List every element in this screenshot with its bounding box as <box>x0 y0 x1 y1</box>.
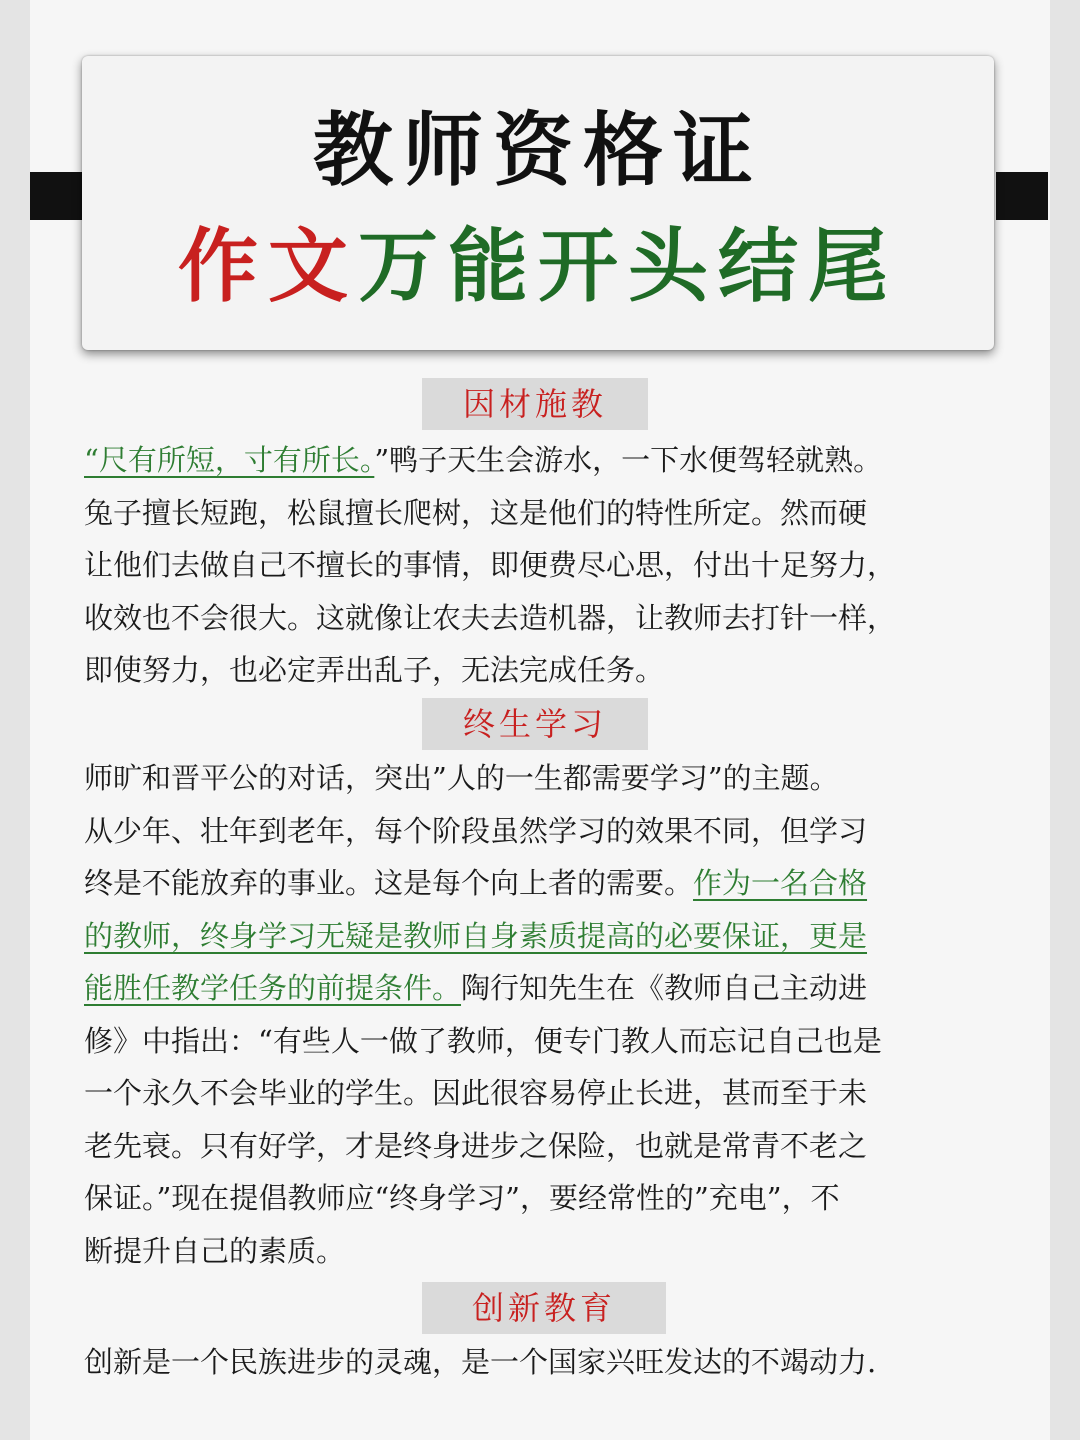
title-green-part: 万能开头结尾 <box>358 219 898 313</box>
title-line-2 <box>82 216 994 316</box>
section-heading: 创新教育 <box>422 1282 666 1334</box>
paragraph-line <box>84 1172 1024 1225</box>
paragraph-line <box>84 962 1024 1015</box>
title-card <box>82 56 994 350</box>
paragraph-line <box>84 1067 1024 1120</box>
line-text: ”鸭子天生会游水，一下水便驾轻就熟。 <box>374 443 883 477</box>
paragraph-line <box>84 1336 1024 1389</box>
highlighted-text: 的教师，终身学习无疑是教师自身素质提高的必要保证，更是 <box>84 918 868 953</box>
paragraph-line <box>84 434 1024 487</box>
line-text: 保证。”现在提倡教师应“终身学习”，要经常性的”充电”，不 <box>84 1181 840 1215</box>
line-text: 断提升自己的素质。 <box>84 1233 346 1268</box>
right-decor-bar <box>996 172 1048 220</box>
line-text: 创新是一个民族进步的灵魂，是一个国家兴旺发达的不竭动力. <box>84 1345 877 1379</box>
highlighted-text: “尺有所短，寸有所长。 <box>84 443 375 477</box>
line-text: 收效也不会很大。这就像让农夫去造机器，让教师去打针一样， <box>84 600 897 635</box>
section-heading: 因材施教 <box>422 378 648 430</box>
line-text: 兔子擅长短跑，松鼠擅长爬树，这是他们的特性所定。然而硬 <box>84 495 868 530</box>
highlighted-text: 作为一名合格 <box>693 866 868 900</box>
line-text: 即使努力，也必定弄出乱子，无法完成任务。 <box>84 653 665 687</box>
paragraph-line <box>84 644 1024 697</box>
paragraph-line <box>84 857 1024 910</box>
paragraph-line <box>84 805 1024 858</box>
highlighted-text: 能胜任教学任务的前提条件。 <box>84 971 462 1005</box>
paragraph-line <box>84 752 1024 805</box>
line-text: 一个永久不会毕业的学生。因此很容易停止长进，甚而至于未 <box>84 1076 868 1110</box>
line-text: 陶行知先生在《教师自己主动进 <box>461 971 868 1005</box>
section-paragraph <box>84 1336 1024 1389</box>
left-decor-bar <box>30 172 82 220</box>
line-text: 师旷和晋平公的对话，突出”人的一生都需要学习”的主题。 <box>84 761 839 795</box>
paragraph-line <box>84 1015 1024 1068</box>
paragraph-line <box>84 1120 1024 1173</box>
line-text: 修》中指出：“有些人一做了教师，便专门教人而忘记自己也是 <box>84 1023 882 1058</box>
line-text: 终是不能放弃的事业。这是每个向上者的需要。 <box>84 866 694 900</box>
paragraph-line <box>84 592 1024 645</box>
line-text: 让他们去做自己不擅长的事情，即便费尽心思，付出十足努力， <box>84 548 897 582</box>
section-paragraph <box>84 434 1024 697</box>
paragraph-line <box>84 539 1024 592</box>
paragraph-line <box>84 910 1024 963</box>
paragraph-line <box>84 487 1024 540</box>
line-text: 从少年、壮年到老年，每个阶段虽然学习的效果不同，但学习 <box>84 813 868 848</box>
line-text: 老先衰。只有好学，才是终身进步之保险，也就是常青不老之 <box>84 1128 868 1163</box>
section-paragraph <box>84 752 1024 1277</box>
paragraph-line <box>84 1225 1024 1278</box>
title-red-part: 作文 <box>178 219 358 313</box>
section-heading: 终生学习 <box>422 698 648 750</box>
title-line-1: 教师资格证 <box>313 103 763 197</box>
